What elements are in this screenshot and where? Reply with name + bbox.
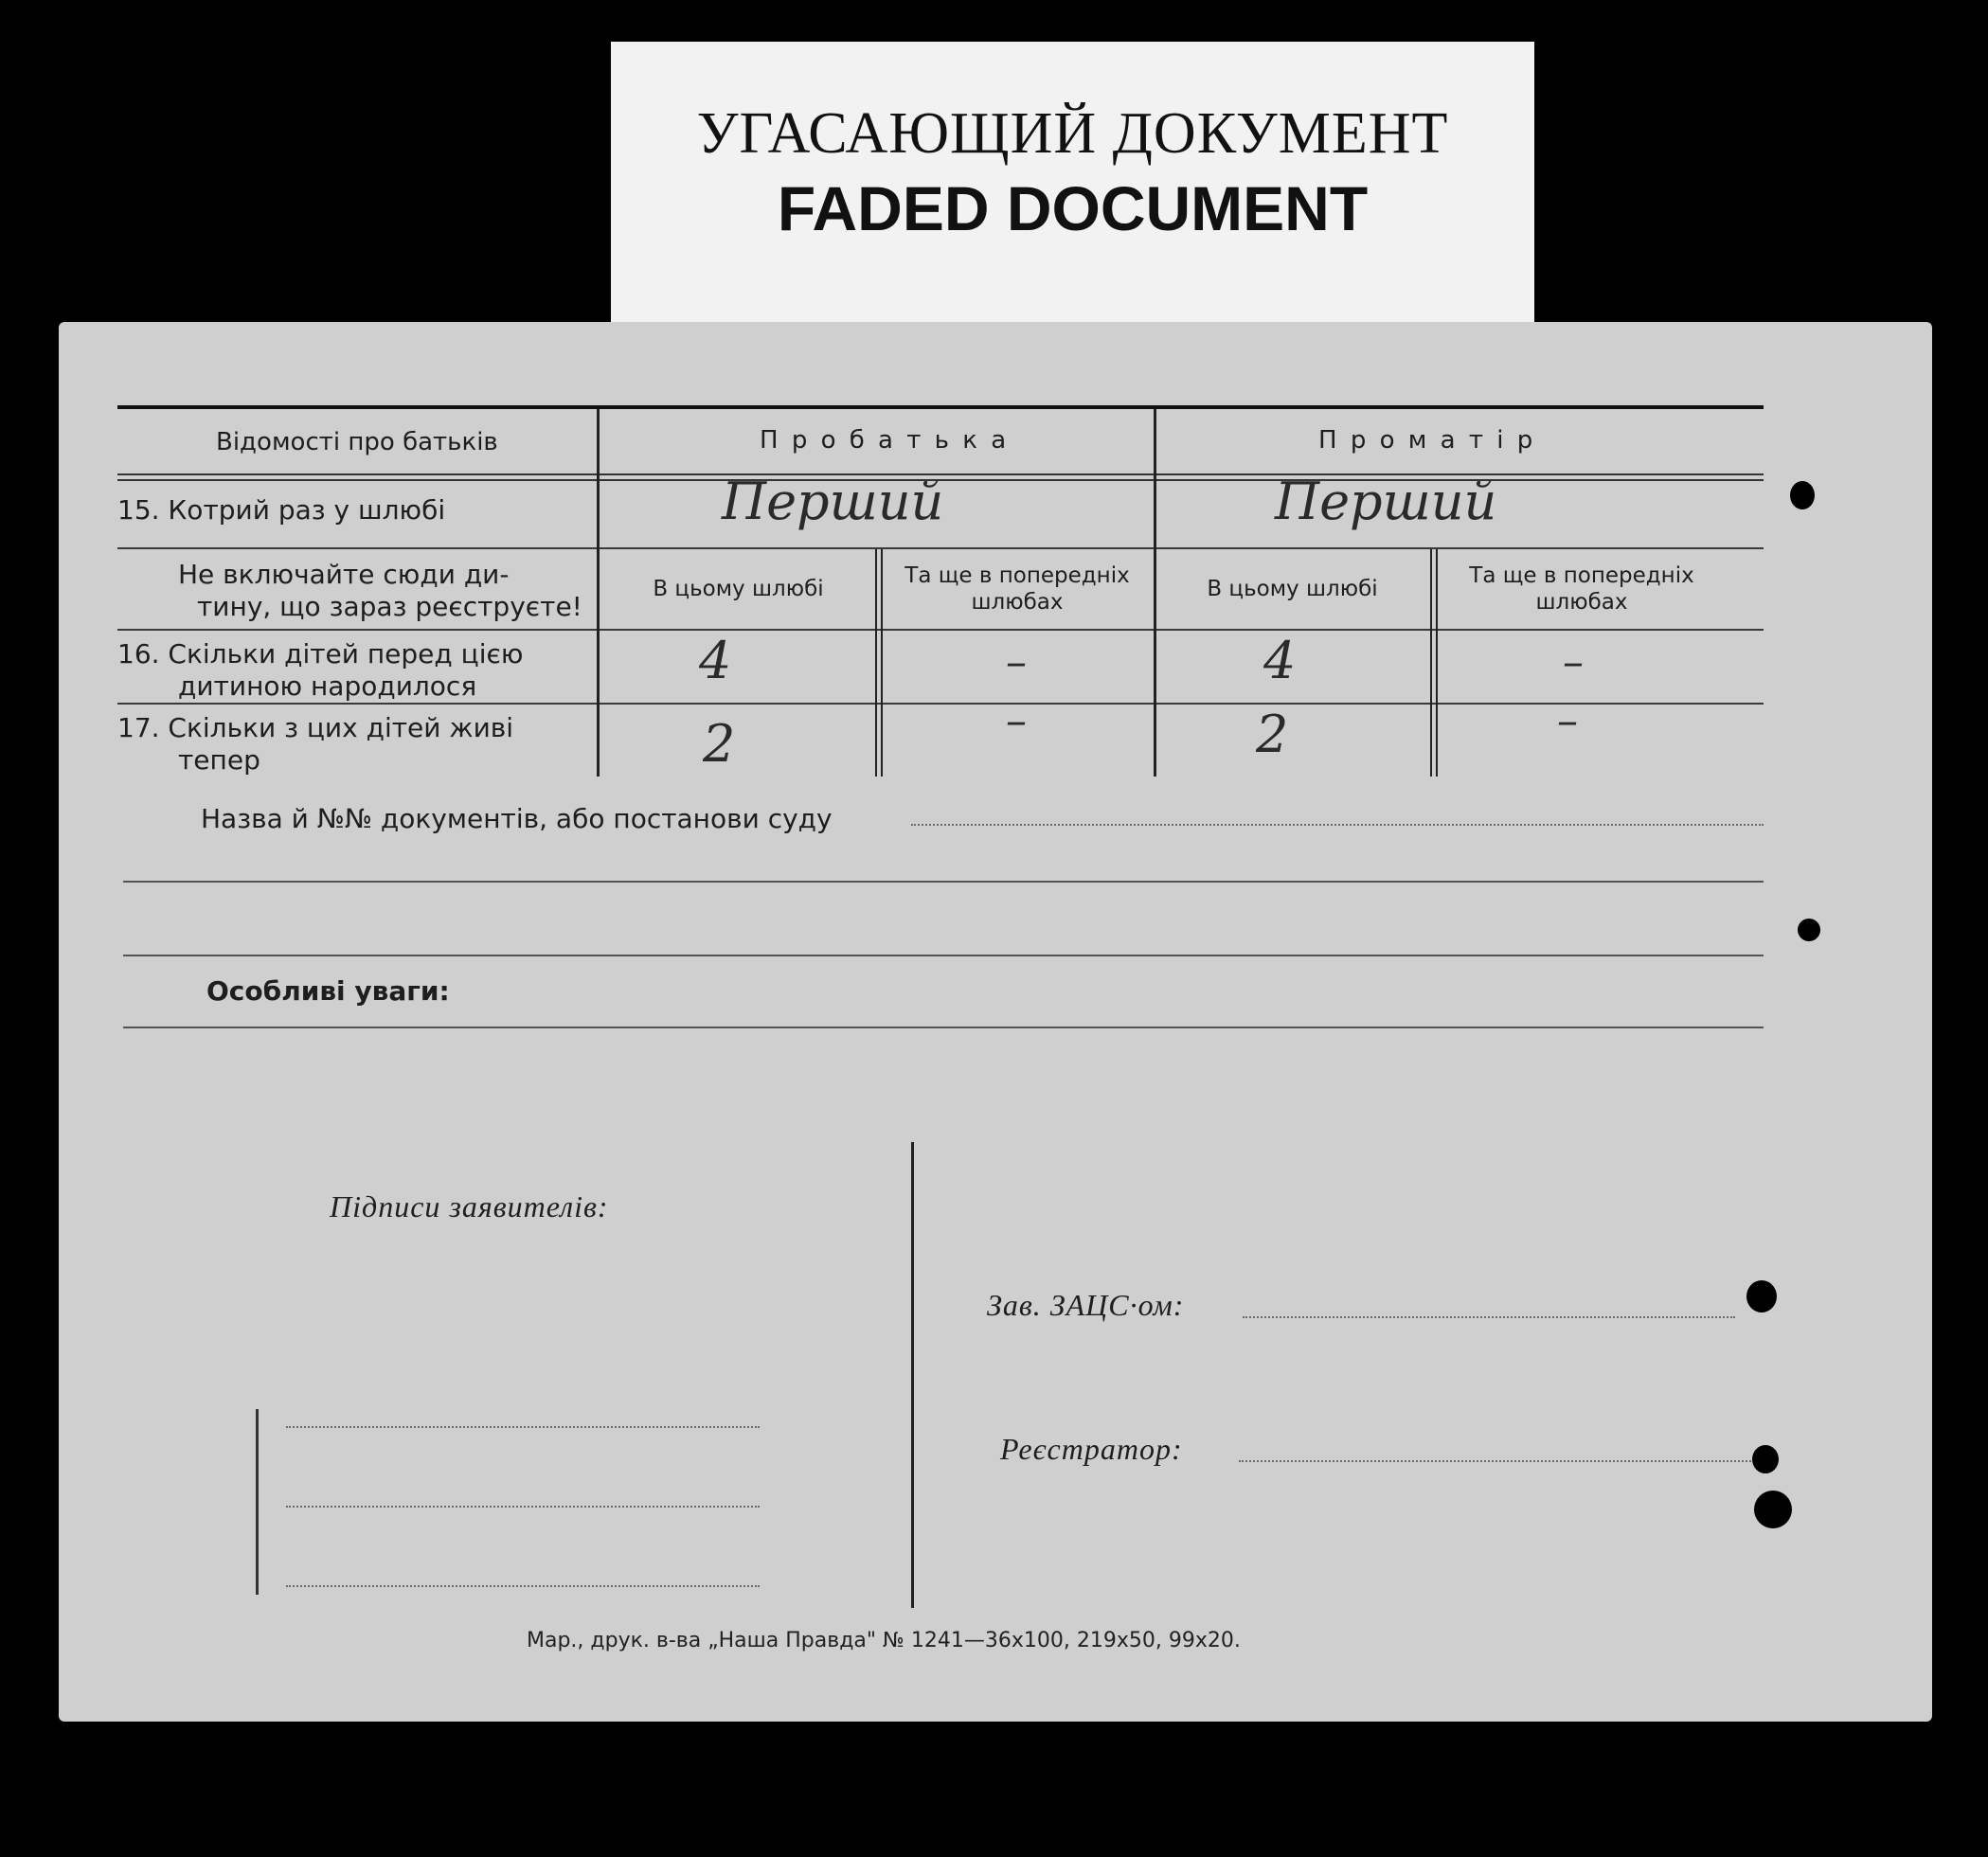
banner-line-russian: УГАСАЮЩИЙ ДОКУМЕНТ <box>696 101 1449 166</box>
row17-father-prev: – <box>1006 697 1027 745</box>
applicant-signatures-label: Підписи заявителів: <box>330 1189 609 1223</box>
signature-divider <box>911 1142 914 1608</box>
table-top-rule <box>117 405 1764 409</box>
punch-hole <box>1790 481 1815 509</box>
row17-father-this: 2 <box>703 714 736 774</box>
father-subcol-divider-b <box>881 549 883 777</box>
documents-label: Назва й №№ документів, або постанови суду <box>201 803 833 834</box>
row17-mother-this: 2 <box>1256 705 1289 764</box>
father-this-marriage-header: В цьому шлюбі <box>653 577 824 601</box>
column-divider-label <box>597 409 600 777</box>
punch-hole <box>1752 1445 1779 1473</box>
faded-document-banner <box>611 42 1534 326</box>
registration-card <box>59 322 1932 1722</box>
signature-line-3 <box>286 1585 760 1587</box>
row16-father-prev: – <box>1006 638 1027 687</box>
mother-previous-header-1: Та ще в попередніх <box>1469 563 1694 588</box>
father-previous-header-2: шлюбах <box>971 590 1064 615</box>
column-divider-parents <box>1154 409 1156 777</box>
row17-mother-prev: – <box>1557 697 1578 745</box>
note-line-1: Не включайте сюди ди- <box>178 559 510 590</box>
row16-rule <box>117 703 1764 705</box>
mother-subcol-divider-a <box>1430 549 1432 777</box>
mother-this-marriage-header: В цьому шлюбі <box>1207 577 1378 601</box>
documents-dotted-line <box>911 824 1764 826</box>
signature-line-1 <box>286 1426 760 1428</box>
row16-mother-this: 4 <box>1263 631 1297 690</box>
head-signature-line <box>1243 1316 1735 1318</box>
remarks-line <box>123 1027 1764 1028</box>
remarks-label: Особливі уваги: <box>206 975 450 1007</box>
row16-mother-prev: – <box>1563 638 1584 687</box>
row15-label: 15. Котрий раз у шлюбі <box>117 494 446 526</box>
row15-rule <box>117 547 1764 549</box>
header-parents-info: Відомості про батьків <box>216 428 498 456</box>
printer-imprint: Мар., друк. в-ва „Наша Правда" № 1241—36х100, 219х50, 99х20. <box>527 1629 1241 1652</box>
header-father: П р о б а т ь к а <box>760 426 1010 455</box>
punch-hole <box>1746 1280 1777 1312</box>
mother-previous-header-2: шлюбах <box>1535 590 1628 615</box>
father-subcol-divider-a <box>875 549 877 777</box>
signature-bracket <box>256 1409 259 1595</box>
head-of-registry-label: Зав. ЗАЦС·ом: <box>987 1288 1185 1322</box>
row17-label-2: тепер <box>178 744 260 776</box>
documents-line-3 <box>123 955 1764 956</box>
documents-line-2 <box>123 881 1764 883</box>
row16-label-2: дитиною народилося <box>178 670 477 702</box>
signature-line-2 <box>286 1506 760 1508</box>
row16-father-this: 4 <box>699 631 732 690</box>
registrar-signature-line <box>1239 1460 1769 1462</box>
banner-line-english: FADED DOCUMENT <box>777 173 1369 243</box>
row16-label-1: 16. Скільки дітей перед цією <box>117 638 524 670</box>
row15-mother-value: Перший <box>1275 472 1497 531</box>
header-mother: П р о м а т і р <box>1318 426 1536 455</box>
registrar-label: Реєстратор: <box>1000 1432 1183 1466</box>
father-previous-header-1: Та ще в попередніх <box>904 563 1130 588</box>
note-line-2: тину, що зараз реєструєте! <box>197 591 582 622</box>
subheader-rule <box>117 629 1764 631</box>
mother-subcol-divider-b <box>1436 549 1438 777</box>
row15-father-value: Перший <box>722 472 944 531</box>
punch-hole <box>1798 919 1820 941</box>
row17-label-1: 17. Скільки з цих дітей живі <box>117 712 514 743</box>
punch-hole <box>1754 1491 1792 1528</box>
